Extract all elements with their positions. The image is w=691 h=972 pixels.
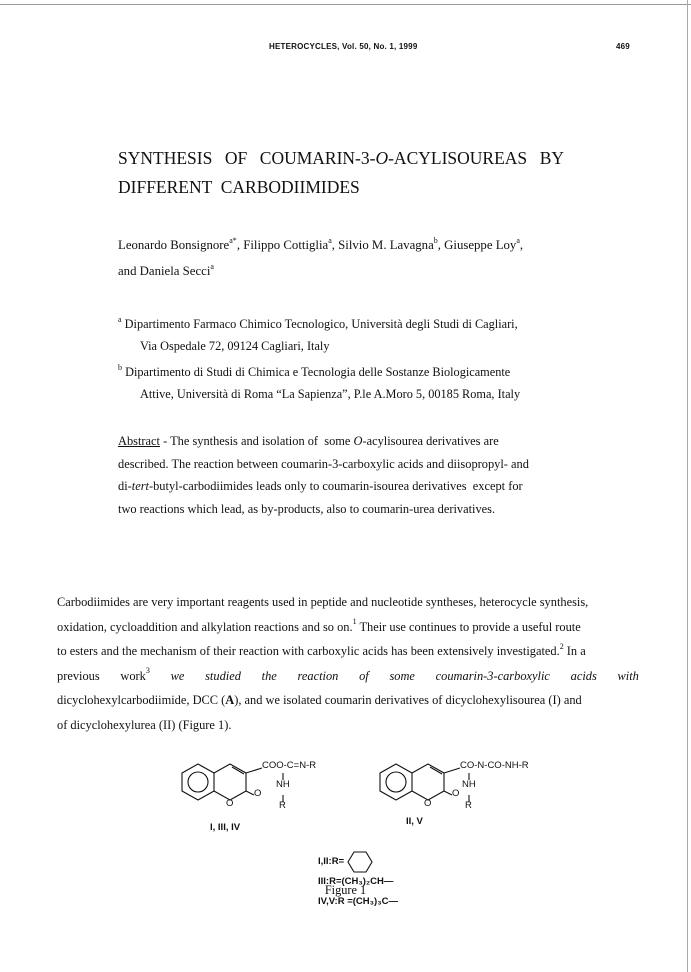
abstract-text: tert (131, 479, 149, 493)
word: acids (570, 668, 597, 683)
affil-text: Attive, Università di Roma “La Sapienza”, P.le A.Moro 5, 00185 Roma, Italy (140, 387, 521, 401)
author-list: Leonardo Bonsignore$^{a*}$, Filippo Cottiglia$^a$, Silvio M. Lavagna$^b$, Giuseppe Loy$^a$, and Daniela Secci$^a$ (118, 235, 524, 278)
title-line-2: DIFFERENT CARBODIIMIDES (118, 177, 360, 197)
title-word: OF (224, 148, 248, 168)
author-name: Leonardo Bonsignore (118, 238, 230, 252)
affil-mark: a (118, 314, 122, 324)
carbonyl-bond-left (246, 791, 254, 795)
citation-mark: 3 (145, 666, 150, 676)
carbonyl-o-left: O (254, 788, 262, 799)
title-word: COUMARIN-3- (259, 148, 376, 168)
word: some (389, 668, 415, 683)
word: coumarin-3-carboxylic (435, 668, 550, 683)
affil-text: Via Ospedale 72, 09124 Cagliari, Italy (140, 339, 330, 353)
paper-title (118, 144, 568, 202)
word: studied (205, 668, 241, 683)
abstract-text: - The synthesis and isolation of some (159, 434, 354, 448)
body-line: dicyclohexylcarbodiimide, DCC ( (57, 693, 226, 707)
ring-o-left: O (226, 798, 234, 809)
author-name: and Daniela Secci (118, 264, 211, 278)
body-line: Carbodiimides are very important reagents used in peptide and nucleotide syntheses, heterocycle synthesis, (57, 595, 589, 609)
body-line: of dicyclohexylurea (II) (Figure 1). (57, 717, 232, 732)
nh-label-left: NH (276, 779, 290, 790)
figure-1 (170, 758, 570, 958)
r-definition-3: IV,V:R =(CH₃)₃C— (318, 896, 398, 907)
r-label-right: R (465, 800, 472, 811)
body-line: In a (563, 644, 586, 658)
word: previous (57, 668, 100, 683)
body-line: ), and we isolated coumarin derivatives of dicyclohexylisourea (I) and (234, 693, 582, 707)
compound-label: A (225, 693, 235, 707)
word: with (617, 668, 639, 683)
compound-label-left: I, III, IV (210, 822, 241, 833)
figure-caption: Figure 1 (324, 883, 367, 897)
r-label-left: R (279, 800, 286, 811)
nh-label-right: NH (462, 779, 476, 790)
abstract (118, 430, 568, 520)
page-number: 469 (616, 42, 630, 51)
chain-label-right: CO-N-CO-NH-R (460, 760, 529, 771)
word: of (359, 668, 369, 683)
body-text (57, 590, 639, 737)
title-word: SYNTHESIS (118, 148, 213, 168)
author-name: Filippo Cottiglia (243, 238, 329, 252)
carbonyl-o-right: O (452, 788, 460, 799)
r-definition-1: I,II:R= (318, 856, 345, 867)
chain-bond-left (246, 768, 262, 773)
abstract-text: O (353, 434, 363, 448)
chain-label-left: COO-C=N-R (262, 760, 317, 771)
word: we (170, 668, 185, 683)
affiliation-b (118, 361, 598, 405)
abstract-text: described. The reaction between coumarin-3-carboxylic acids and diisopropyl- and (118, 456, 529, 471)
aromatic-circle-right (386, 772, 406, 792)
ring-o-right: O (424, 798, 432, 809)
title-word: -ACYLISOUREAS (388, 148, 528, 168)
author-affil-mark: a (210, 261, 214, 271)
affiliation-a (118, 313, 598, 357)
word: the (261, 668, 277, 683)
benzene-ring-left (182, 764, 214, 800)
cyclohexyl-ring (348, 852, 372, 872)
title-word: O (375, 148, 389, 168)
chain-bond-right (444, 768, 460, 773)
aromatic-circle-left (188, 772, 208, 792)
pyrone-ring-right (412, 764, 444, 800)
author-affil-mark: a (516, 235, 520, 245)
author-affil-mark: a (328, 235, 332, 245)
author-name: Silvio M. Lavagna (338, 238, 434, 252)
benzene-ring-right (380, 764, 412, 800)
abstract-text: -acylisourea derivatives are (362, 434, 499, 448)
author-affil-mark: b (433, 235, 438, 245)
body-line: to esters and the mechanism of their reaction with carboxylic acids has been extensively investigated. (57, 644, 560, 658)
r-definition-2: III:R=(CH₃)₂CH— (318, 876, 394, 887)
abstract-text: two reactions which lead, as by-products, also to coumarin-urea derivatives. (118, 501, 496, 516)
author-name: Giuseppe Loy (444, 238, 517, 252)
body-line-justified (57, 664, 639, 689)
carbonyl-bond-right (444, 791, 452, 795)
citation-mark: 2 (559, 641, 564, 651)
body-line: Their use continues to provide a useful route (356, 619, 581, 634)
citation-mark: 1 (352, 617, 357, 627)
word: reaction (297, 668, 339, 683)
journal-citation: HETEROCYCLES, Vol. 50, No. 1, 1999 (269, 42, 418, 51)
structure-drawing (170, 758, 570, 958)
right-rule (687, 0, 688, 972)
word: work (120, 668, 146, 683)
abstract-text: di- (118, 479, 132, 493)
affil-text: Dipartimento Farmaco Chimico Tecnologico, Università degli Studi di Cagliari, (124, 317, 518, 331)
title-word: BY (539, 148, 564, 168)
compound-label-right: II, V (406, 816, 423, 827)
affiliations (118, 313, 598, 405)
body-line: oxidation, cycloaddition and alkylation reactions and so on. (57, 619, 353, 634)
abstract-label: Abstract (118, 434, 160, 448)
top-rule (0, 4, 691, 5)
affil-text: Dipartimento di Studi di Chimica e Tecnologia delle Sostanze Biologicamente (125, 365, 511, 379)
pyrone-ring-left (214, 764, 246, 800)
abstract-text: -butyl-carbodiimides leads only to coumarin-isourea derivatives except for (148, 479, 523, 493)
author-affil-mark: a* (229, 235, 237, 245)
affil-mark: b (118, 362, 122, 372)
